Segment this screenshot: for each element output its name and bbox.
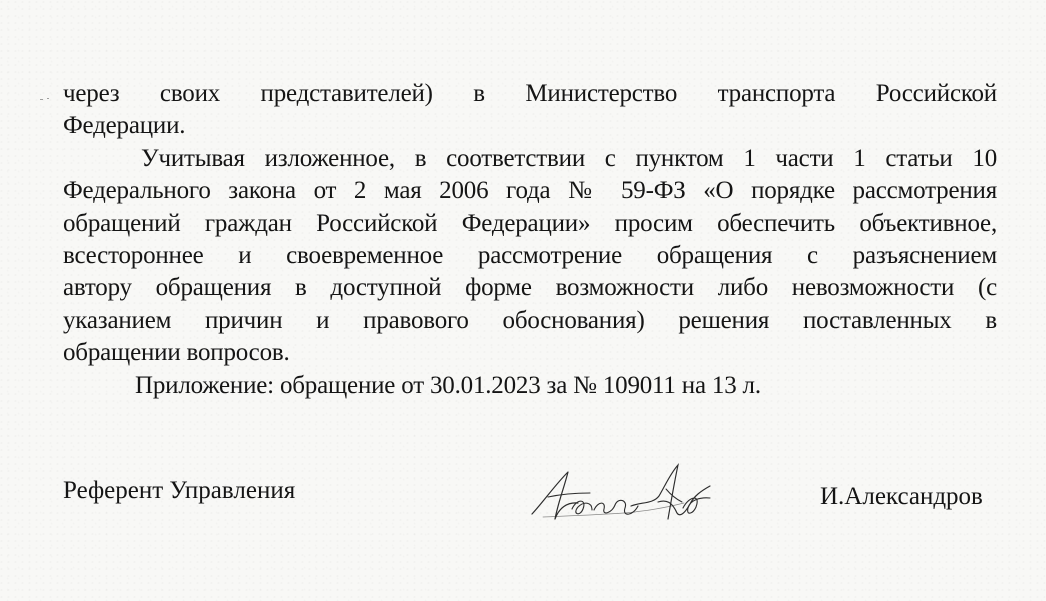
handwritten-signature bbox=[520, 459, 730, 545]
paragraph-1-line-2: Федерации. bbox=[63, 112, 186, 140]
paragraph-2-line-2: Федерального закона от 2 мая 2006 года № 59-ФЗ «О порядке рассмотрения bbox=[63, 177, 997, 205]
signature-block bbox=[0, 469, 1046, 539]
paragraph-2-line-3: обращений граждан Российской Федерации» просим обеспечить объективное, bbox=[63, 209, 997, 237]
scan-speck bbox=[40, 99, 43, 100]
paragraph-2-line-7: обращении вопросов. bbox=[63, 339, 290, 367]
paragraph-2-line-5: автору обращения в доступной форме возможности либо невозможности (с bbox=[63, 274, 997, 302]
signer-name: И.Александров bbox=[820, 483, 983, 510]
paragraph-2-line-1: Учитывая изложенное, в соответствии с пунктом 1 части 1 статьи 10 bbox=[141, 144, 997, 172]
paragraph-1-line-1: через своих представителей) в Министерство транспорта Российской bbox=[63, 80, 997, 107]
letter-body bbox=[63, 78, 997, 402]
paragraph-2-line-4: всестороннее и своевременное рассмотрение обращения с разъяснением bbox=[63, 241, 997, 269]
signer-position: Референт Управления bbox=[63, 477, 296, 504]
scan-speck bbox=[47, 98, 49, 99]
paragraph-2-line-6: указанием причин и правового обоснования) решения поставленных в bbox=[63, 306, 997, 334]
appendix-line: Приложение: обращение от 30.01.2023 за № 109011 на 13 л. bbox=[135, 371, 761, 399]
